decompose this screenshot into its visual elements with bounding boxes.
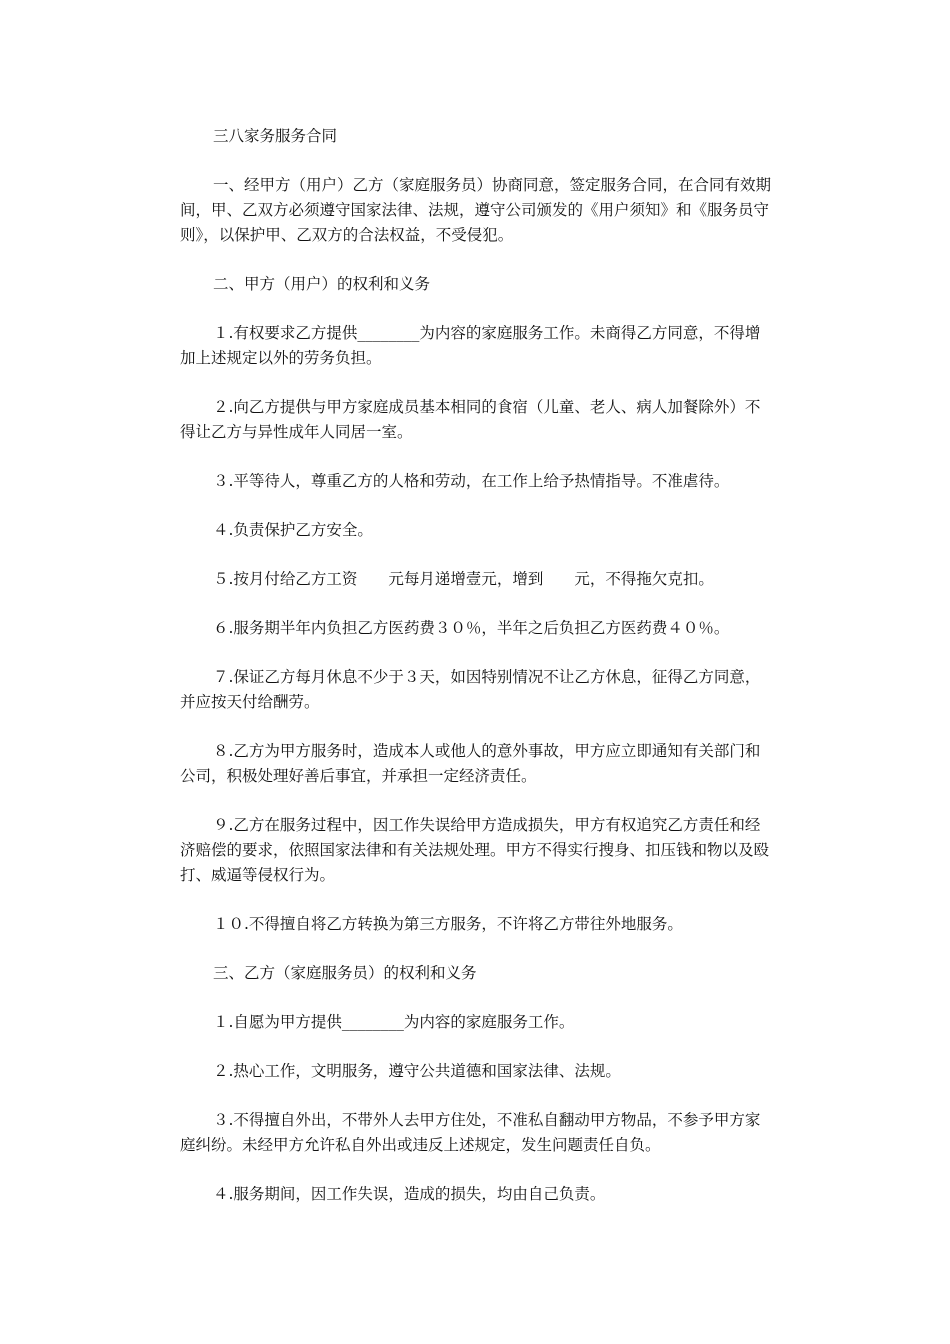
section-2-item-8: ８.乙方为甲方服务时，造成本人或他人的意外事故，甲方应立即通知有关部门和公司，积极处理好善后事宜，并承担一定经济责任。 [180,742,761,785]
section-2-item-10: １０.不得擅自将乙方转换为第三方服务，不许将乙方带往外地服务。 [213,915,683,933]
section-2-heading: 二、甲方（用户）的权利和义务 [213,275,431,293]
section-3-item-1: １.自愿为甲方提供________为内容的家庭服务工作。 [213,1013,575,1031]
section-2-item-5: ５.按月付给乙方工资 元每月递增壹元，增到 元，不得拖欠克扣。 [213,570,714,588]
section-2-item-7: ７.保证乙方每月休息不少于３天，如因特别情况不让乙方休息，征得乙方同意，并应按天付给酬劳。 [180,668,761,711]
document-title: 三八家务服务合同 [213,127,338,145]
section-2-item-2: ２.向乙方提供与甲方家庭成员基本相同的食宿（儿童、老人、病人加餐除外）不得让乙方与异性成年人同居一室。 [180,398,761,441]
section-2-item-3: ３.平等待人，尊重乙方的人格和劳动，在工作上给予热情指导。不准虐待。 [213,472,730,490]
section-2-item-4: ４.负责保护乙方安全。 [213,521,373,539]
section-3-heading: 三、乙方（家庭服务员）的权利和义务 [213,964,477,982]
section-1-paragraph: 一、经甲方（用户）乙方（家庭服务员）协商同意，签定服务合同，在合同有效期间，甲、乙双方必须遵守国家法律、法规，遵守公司颁发的《用户须知》和《服务员守则》，以保护甲、乙双方的合法权益，不受侵犯。 [180,176,772,244]
section-2-item-9: ９.乙方在服务过程中，因工作失误给甲方造成损失，甲方有权追究乙方责任和经济赔偿的要求，依照国家法律和有关法规处理。甲方不得实行搜身、扣压钱和物以及殴打、威逼等侵权行为。 [180,816,770,884]
section-3-item-3: ３.不得擅自外出，不带外人去甲方住处，不准私自翻动甲方物品，不参予甲方家庭纠纷。未经甲方允许私自外出或违反上述规定，发生问题责任自负。 [180,1111,761,1154]
section-3-item-2: ２.热心工作，文明服务，遵守公共道德和国家法律、法规。 [213,1062,621,1080]
document-body [180,124,774,1231]
section-2-item-1: １.有权要求乙方提供________为内容的家庭服务工作。未商得乙方同意，不得增加上述规定以外的劳务负担。 [180,324,761,367]
section-3-item-4: ４.服务期间，因工作失误，造成的损失，均由自己负责。 [213,1185,606,1203]
section-2-item-6: ６.服务期半年内负担乙方医药费３０％，半年之后负担乙方医药费４０％。 [213,619,730,637]
